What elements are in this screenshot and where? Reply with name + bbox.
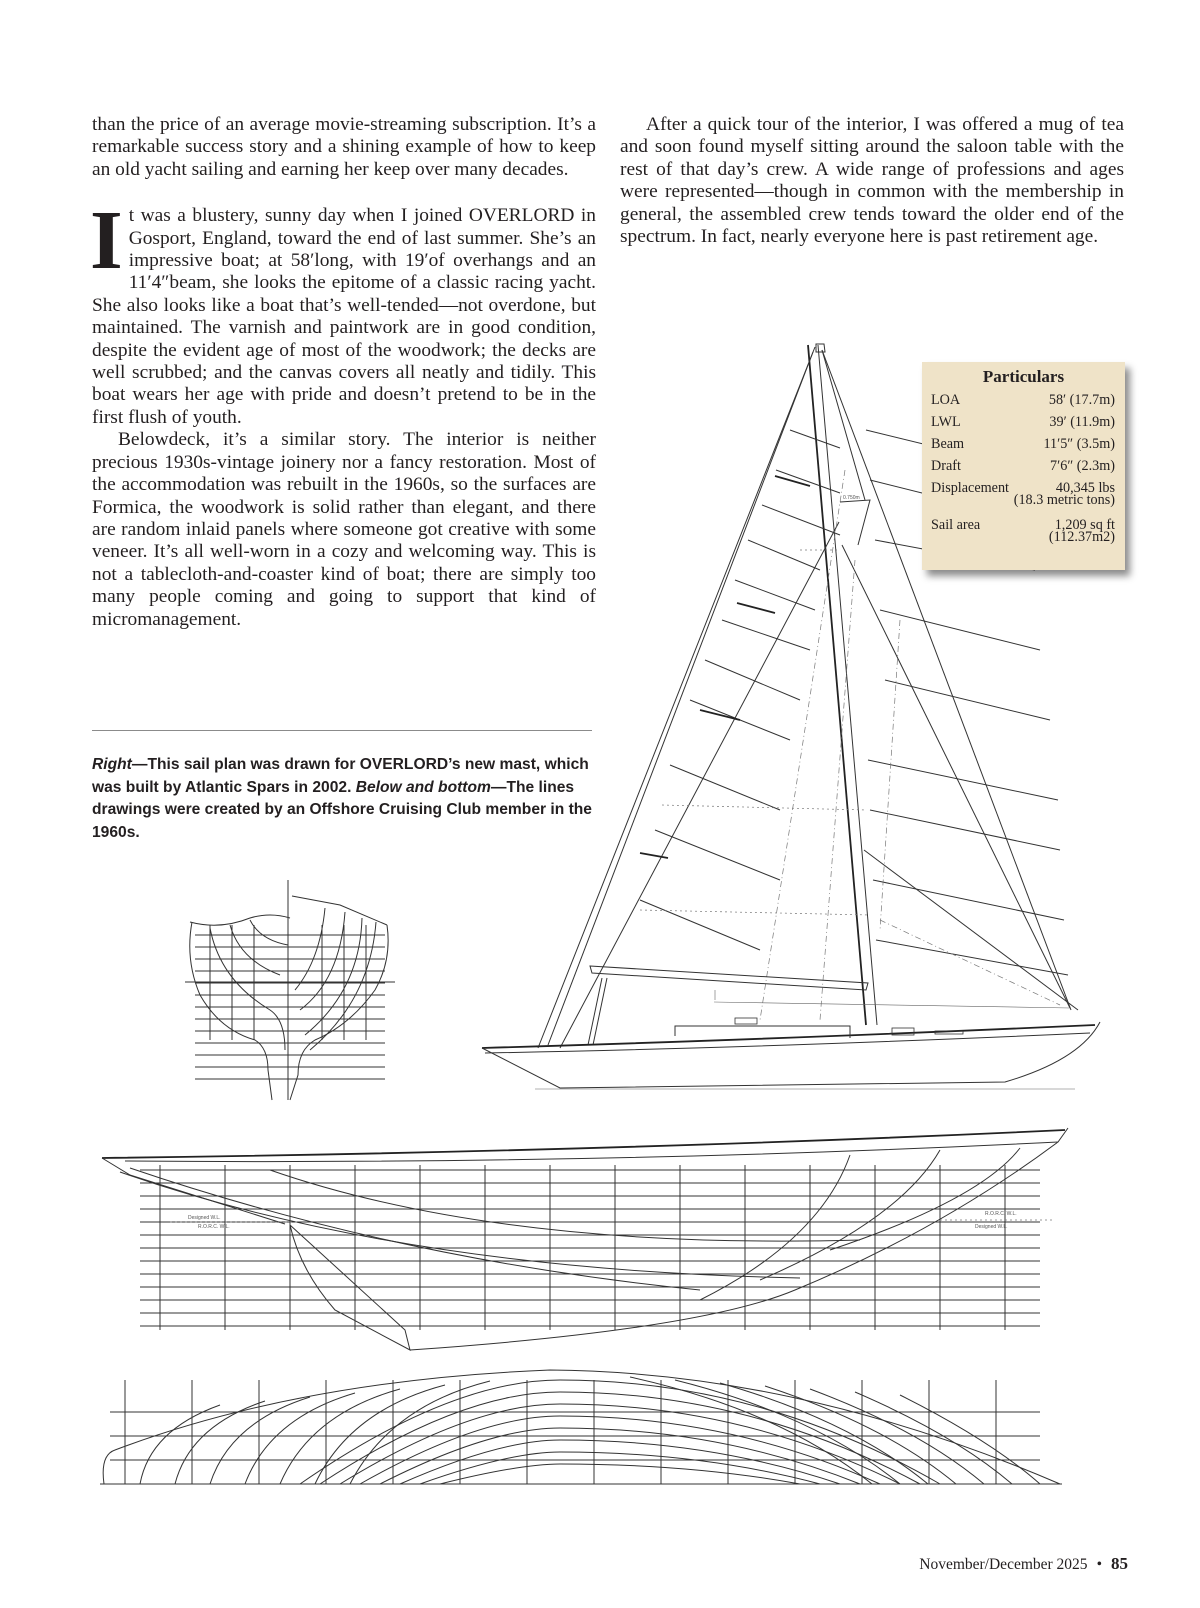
- half-breadth-outline: [103, 1370, 1060, 1484]
- spec-value: 11′5″ (3.5m): [1043, 436, 1115, 452]
- spec-value: 58′ (17.7m): [1048, 392, 1115, 408]
- particulars-row-draft: [922, 455, 1125, 477]
- waterline-curve: [440, 1464, 800, 1484]
- waterline-label: R.O.R.C. W.L.: [985, 1211, 1017, 1217]
- waterline-label: Designed W.L.: [975, 1224, 1008, 1230]
- particulars-row-loa: [922, 389, 1125, 411]
- particulars-title: Particulars: [982, 367, 1065, 386]
- spec-label: Beam: [931, 436, 965, 452]
- article-paragraph-text: t was a blustery, sunny day when I joined OVERLORD in Gosport, England, toward the end of last summer. She’s an impressive boat; at 58′long, with 19′of overhangs and an 11′4″beam, she looks the epitome of a classic racing yacht. She also looks like a boat that’s well-tended—not overdone, but maintained. The varnish and paintwork are in good condition, despite the evident age of most of the woodwork; the decks are well scrubbed; and the canvas covers all neatly and tidily. This boat wears her age with pride and doesn’t pretend to be in the first flush of youth.: [92, 205, 596, 428]
- spec-value: 7′6″ (2.3m): [1050, 458, 1115, 474]
- issue-date: November/December 2025: [919, 1556, 1088, 1573]
- article-paragraph: Belowdeck, it’s a similar story. The interior is neither precious 1930s-vintage joinery nor a fancy restoration. Most of the accommodation was rebuilt in the 1960s, so the surfaces are Formica, the woodwork is solid rather than elegant, and there are random inlaid panels where someone got creative with some veneer. It’s all well-worn in a cozy and welcoming way. This is not a tablecloth-and-coaster kind of boat; there are simply too many people coming and going to support that kind of micromanagement.: [92, 429, 596, 630]
- caption-lead-right: Right: [92, 756, 132, 773]
- section-curve: [210, 1397, 310, 1484]
- spec-label: Sail area: [931, 517, 981, 533]
- section-curve: [900, 1395, 1040, 1484]
- spec-value: 40,345 lbs: [1055, 480, 1115, 496]
- caption-text-1: —This sail plan was drawn for OVERLORD’s new mast, which was built by Atlantic Spars in 2002.: [92, 756, 589, 796]
- waterline-curve: [360, 1416, 880, 1484]
- spec-value: 39′ (11.9m): [1049, 414, 1115, 430]
- spec-label: LOA: [931, 392, 961, 408]
- section-curve: [140, 1405, 220, 1484]
- caption-text-2: —The lines drawings were created by an Offshore Cruising Club member in the 1960s.: [92, 778, 592, 841]
- page-footer: [919, 1554, 1128, 1574]
- section-curve: [855, 1392, 1012, 1484]
- spec-label: LWL: [931, 414, 961, 430]
- article-paragraph: than the price of an average movie-streaming subscription. It’s a remarkable success story and a shining example of how to keep an old yacht sailing and earning her keep over many decades.: [92, 114, 596, 180]
- footer-bullet: •: [1096, 1556, 1102, 1573]
- mast-label: 0.750m: [843, 495, 860, 501]
- spec-value: 1,209 sq ft: [1054, 517, 1115, 533]
- waterline-label: Designed W.L.: [188, 1215, 221, 1221]
- waterline-curve: [340, 1404, 900, 1484]
- spec-label: Displacement: [931, 480, 1010, 496]
- particulars-box: [922, 362, 1125, 570]
- spec-value-secondary: (18.3 metric tons): [1013, 492, 1115, 508]
- section-curve: [765, 1386, 956, 1484]
- spec-value-secondary: (112.37m2): [1048, 529, 1115, 545]
- spec-label: Draft: [931, 458, 961, 474]
- waterline-curve: [420, 1452, 820, 1484]
- caption-lead-below: Below and bottom: [355, 778, 491, 796]
- section-curve: [175, 1401, 265, 1484]
- particulars-row-lwl: [922, 411, 1125, 433]
- waterline-label: R.O.R.C. W.L.: [198, 1224, 230, 1230]
- page-number: 85: [1111, 1554, 1128, 1573]
- article-paragraph: After a quick tour of the interior, I was offered a mug of tea and soon found myself sitting around the saloon table with the rest of that day’s crew. A wide range of professions and ages were represented—though in common with the membership in general, the assembled crew tends toward the older end of the spectrum. In fact, nearly everyone here is past retirement age.: [620, 114, 1124, 248]
- particulars-row-beam: [922, 433, 1125, 455]
- waterline-curves: [140, 1377, 1040, 1484]
- drop-cap: I: [90, 194, 123, 288]
